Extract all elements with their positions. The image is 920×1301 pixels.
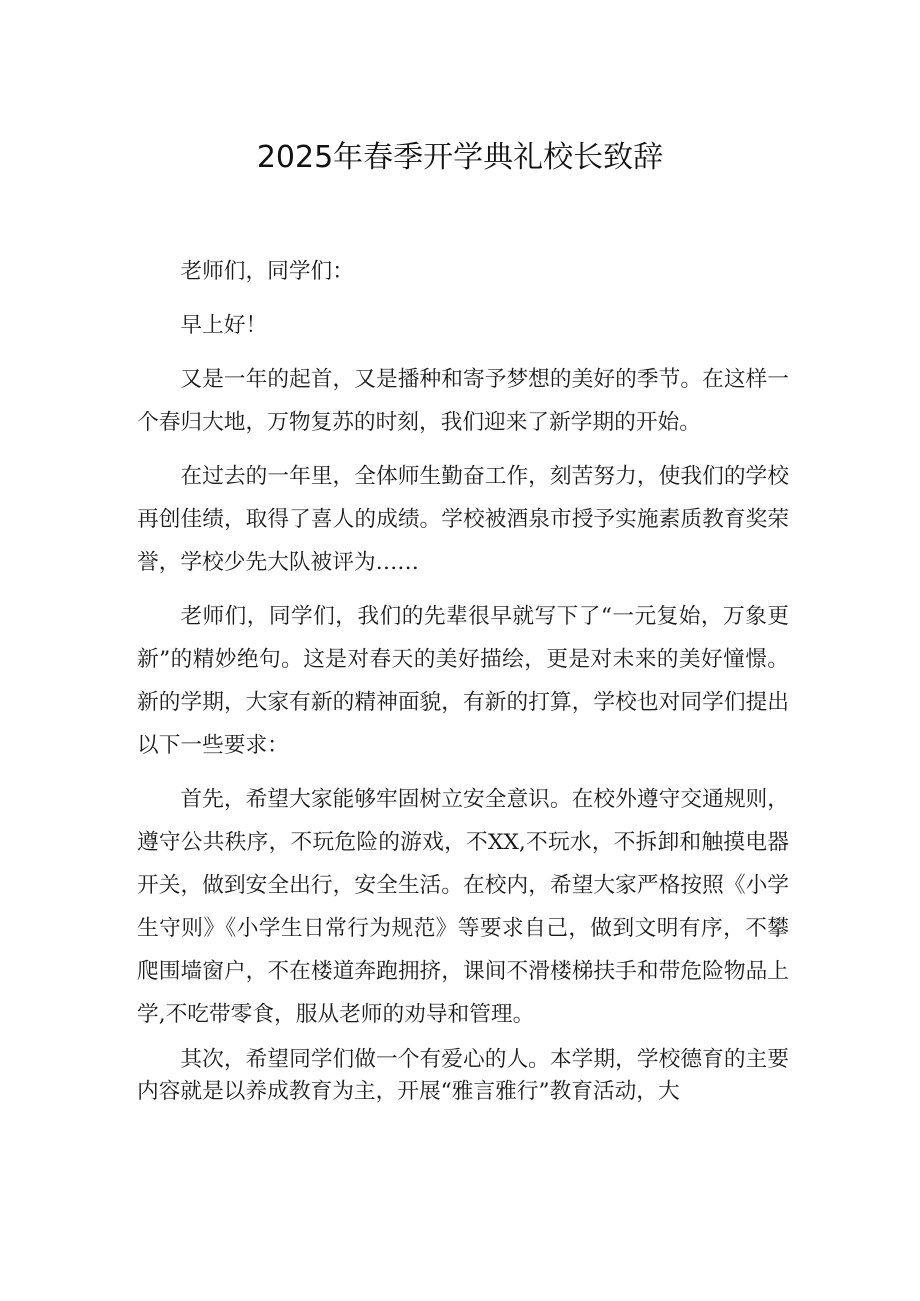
document-title: 2025年春季开学典礼校长致辞 xyxy=(256,140,664,175)
paragraph-4: 首先，希望大家能够牢固树立安全意识。在校外遵守交通规则，遵守公共秩序，不玩危险的游戏，不XX,不玩水，不拆卸和触摸电器开关，做到安全出行，安全生活。在校内，希望大家严格按照《小学生守则》《小学生日常行为规范》等要求自己，做到文明有序，不攀爬围墙窗户，不在楼道奔跑拥挤，课间不滑楼梯扶手和带危险物品上学,不吃带零食，服从老师的劝导和管理。 xyxy=(137,787,789,1027)
paragraph-1: 又是一年的起首，又是播种和寄予梦想的美好的季节。在这样一个春归大地，万物复苏的时刻，我们迎来了新学期的开始。 xyxy=(137,367,789,435)
salutation: 老师们，同学们： xyxy=(180,259,354,284)
greeting: 早上好！ xyxy=(180,313,268,338)
paragraph-5: 其次，希望同学们做一个有爱心的人。本学期，学校德育的主要内容就是以养成教育为主，开展“雅言雅行”教育活动，大 xyxy=(137,1047,789,1104)
paragraph-2: 在过去的一年里，全体师生勤奋工作，刻苦努力，使我们的学校再创佳绩，取得了喜人的成绩。学校被酒泉市授予实施素质教育奖荣誉，学校少先大队被评为…… xyxy=(137,464,789,575)
paragraph-3: 老师们，同学们，我们的先辈很早就写下了“一元复始，万象更新”的精妙绝句。这是对春天的美好描绘，更是对未来的美好憧憬。新的学期，大家有新的精神面貌，有新的打算，学校也对同学们提出以下一些要求： xyxy=(137,604,789,758)
document-body xyxy=(137,250,789,1108)
